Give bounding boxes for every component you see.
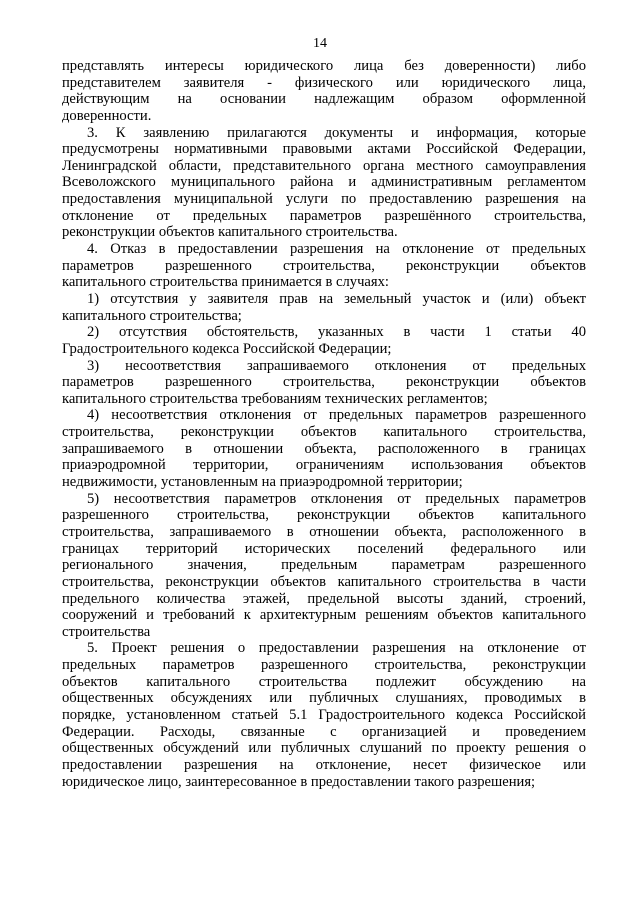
text-line: действующим на основании надлежащим образом оформленной: [62, 91, 586, 108]
text-line: общественных обсуждениях или публичных слушаниях, проводимых в: [62, 690, 586, 707]
page-number: 14: [313, 36, 327, 51]
text-line: капитального строительства требованиям технических регламентов;: [62, 390, 488, 407]
text-line: предельных параметров разрешенного строительства, реконструкции: [62, 657, 586, 674]
text-line: строительства: [62, 623, 151, 640]
text-line: параметров разрешенного строительства, реконструкции объектов: [62, 257, 586, 274]
text-line: Ленинградской области, представительного органа местного самоуправления: [62, 157, 586, 174]
text-line: сооружений и требований к архитектурным решениям объектов капитального: [62, 607, 586, 624]
text-line: параметров разрешенного строительства, реконструкции объектов: [62, 374, 586, 391]
text-line: капитального строительства;: [62, 307, 242, 324]
text-line: 5. Проект решения о предоставлении разрешения на отклонение от: [87, 640, 586, 657]
text-line: регионального значения, предельным параметрам разрешенного: [62, 557, 586, 574]
text-line: 2) отсутствия обстоятельств, указанных в части 1 статьи 40: [87, 324, 586, 341]
text-line: границах территорий исторических поселений федерального или: [62, 540, 586, 557]
text-line: предусмотрены нормативными правовыми актами Российской Федерации,: [62, 141, 586, 158]
text-line: строительства, запрашиваемого в отношении объекта, расположенного в: [62, 523, 586, 540]
text-line: предоставлении разрешения на отклонение, несет физическое или: [62, 756, 586, 773]
text-line: предоставления муниципальной услуги по предоставлению разрешения на: [62, 191, 586, 208]
text-line: порядке, установленном статьей 5.1 Градостроительного кодекса Российской: [62, 706, 586, 723]
text-line: 3) несоответствия запрашиваемого отклонения от предельных: [87, 357, 586, 374]
text-line: 1) отсутствия у заявителя прав на земельный участок и (или) объект: [87, 290, 586, 307]
text-line: юридическое лицо, заинтересованное в предоставлении такого разрешения;: [62, 773, 536, 790]
text-line: недвижимости, установленным на приаэродромной территории;: [62, 474, 463, 491]
text-line: доверенности.: [62, 107, 152, 124]
text-line: капитального строительства принимается в случаях:: [62, 274, 389, 291]
text-line: 4) несоответствия отклонения от предельных параметров разрешенного: [87, 407, 586, 424]
text-line: 5) несоответствия параметров отклонения от предельных параметров: [87, 490, 586, 507]
text-line: запрашиваемого в отношении объекта, расположенного в границах: [62, 440, 586, 457]
text-line: объектов капитального строительства подлежит обсуждению на: [62, 673, 586, 690]
text-line: 3. К заявлению прилагаются документы и информация, которые: [87, 124, 586, 141]
text-line: реконструкции объектов капитального строительства.: [62, 224, 398, 241]
text-line: приаэродромной территории, ограничениям использования объектов: [62, 457, 586, 474]
text-line: Всеволожского муниципального района и административным регламентом: [62, 174, 586, 191]
text-line: Градостроительного кодекса Российской Федерации;: [62, 340, 392, 357]
text-line: Федерации. Расходы, связанные с организацией и проведением: [62, 723, 586, 740]
text-line: представителем заявителя - физического или юридического лица,: [62, 74, 586, 91]
text-line: разрешенного строительства, реконструкции объектов капитального: [62, 507, 586, 524]
body-text: [62, 58, 586, 790]
text-line: строительства, реконструкции объектов капитального строительства,: [62, 424, 586, 441]
text-line: отклонение от предельных параметров разрешённого строительства,: [62, 207, 586, 224]
text-line: представлять интересы юридического лица без доверенности) либо: [62, 58, 586, 74]
text-line: 4. Отказ в предоставлении разрешения на отклонение от предельных: [87, 241, 586, 258]
text-line: предельного количества этажей, предельной высоты зданий, строений,: [62, 590, 586, 607]
text-line: строительства, реконструкции объектов капитального строительства в части: [62, 573, 586, 590]
text-line: общественных обсуждений или публичных слушаний по проекту решения о: [62, 740, 586, 757]
